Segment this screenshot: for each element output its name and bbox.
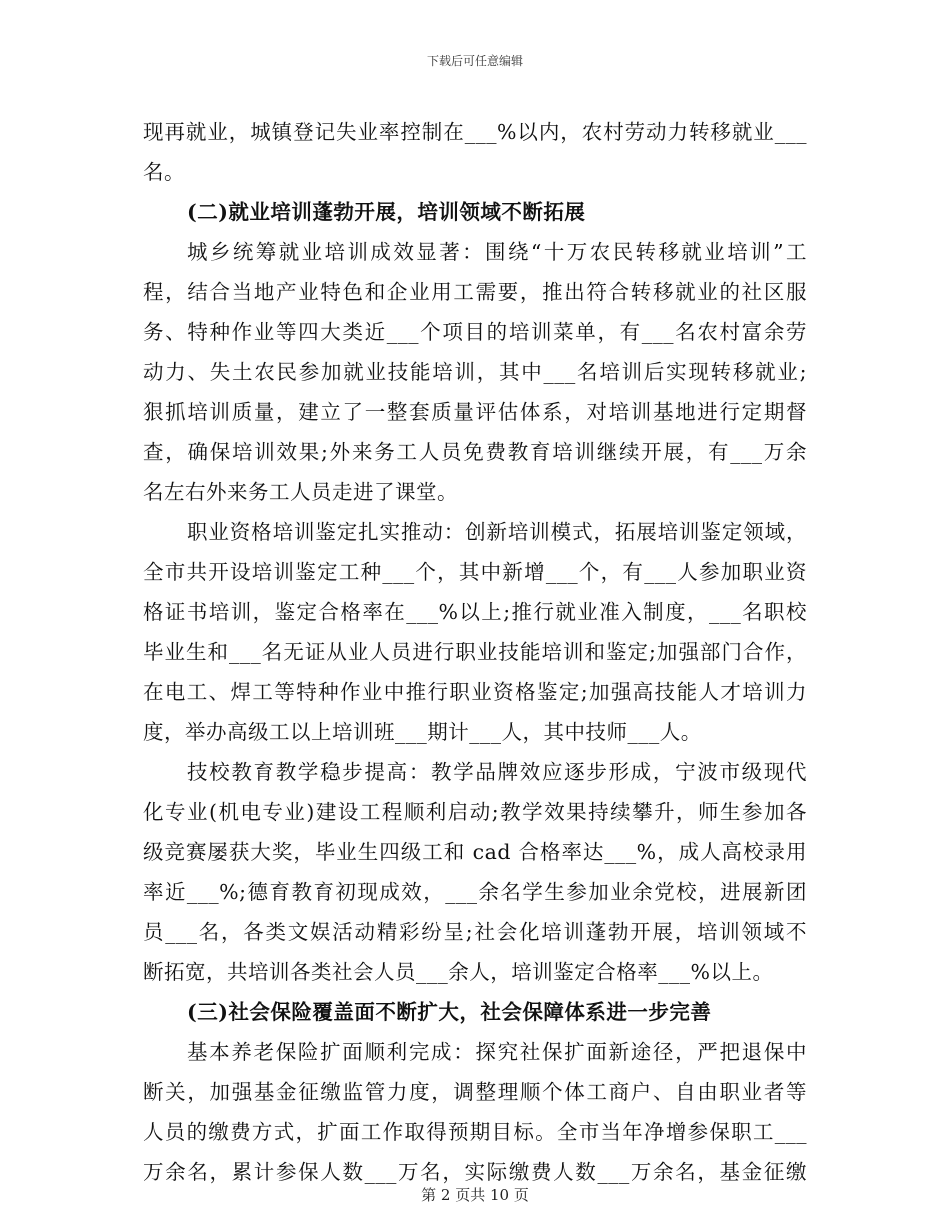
section-heading: (三)社会保险覆盖面不断扩大，社会保障体系进一步完善	[187, 1000, 712, 1024]
text-line: 城乡统筹就业培训成效显著：围绕“十万农民转移就业培训”工	[187, 240, 807, 264]
text-line: 断拓宽，共培训各类社会人员___余人，培训鉴定合格率___%以上。	[143, 960, 774, 984]
text-line: 技校教育教学稳步提高：教学品牌效应逐步形成，宁波市级现代	[187, 760, 807, 784]
document-body	[143, 112, 807, 1192]
text-line: 度，举办高级工以上培训班___期计___人，其中技师___人。	[143, 720, 702, 744]
text-line: 全市共开设培训鉴定工种___个，其中新增___个，有___人参加职业资	[143, 560, 807, 584]
text-line: 查，确保培训效果;外来务工人员免费教育培训继续开展，有___万余	[143, 440, 807, 464]
page-header: 下载后可任意编辑	[426, 54, 523, 68]
text-line: 在电工、焊工等特种作业中推行职业资格鉴定;加强高技能人才培训力	[143, 680, 807, 704]
text-line: 毕业生和___名无证从业人员进行职业技能培训和鉴定;加强部门合作，	[143, 640, 807, 664]
text-line: 人员的缴费方式，扩面工作取得预期目标。全市当年净增参保职工___	[143, 1120, 807, 1144]
text-line: 职业资格培训鉴定扎实推动：创新培训模式，拓展培训鉴定领域，	[187, 520, 807, 544]
text-line: 断关，加强基金征缴监管力度，调整理顺个体工商户、自由职业者等	[143, 1080, 807, 1104]
text-line: 率近___%;德育教育初现成效，___余名学生参加业余党校，进展新团	[143, 880, 807, 904]
text-line: 万余名，累计参保人数___万名，实际缴费人数___万余名，基金征缴	[143, 1160, 807, 1184]
text-line: 程，结合当地产业特色和企业用工需要，推出符合转移就业的社区服	[143, 280, 807, 304]
text-line: 动力、失土农民参加就业技能培训，其中___名培训后实现转移就业;	[143, 360, 807, 384]
text-line: 基本养老保险扩面顺利完成：探究社保扩面新途径，严把退保中	[187, 1040, 807, 1064]
text-line: 务、特种作业等四大类近___个项目的培训菜单，有___名农村富余劳	[143, 320, 807, 344]
text-line: 员___名，各类文娱活动精彩纷呈;社会化培训蓬勃开展，培训领域不	[143, 920, 807, 944]
text-line: 狠抓培训质量，建立了一整套质量评估体系，对培训基地进行定期督	[143, 400, 807, 424]
text-line: 级竞赛屡获大奖，毕业生四级工和 cad 合格率达___%，成人高校录用	[143, 840, 807, 864]
text-line: 现再就业，城镇登记失业率控制在___%以内，农村劳动力转移就业___	[143, 120, 807, 144]
page-footer: 第 2 页共 10 页	[421, 1186, 529, 1204]
section-heading: (二)就业培训蓬勃开展，培训领域不断拓展	[187, 200, 586, 224]
text-line: 名。	[143, 160, 185, 184]
text-line: 名左右外来务工人员走进了课堂。	[143, 480, 458, 504]
text-line: 格证书培训，鉴定合格率在___%以上;推行就业准入制度，___名职校	[143, 600, 807, 624]
text-line: 化专业(机电专业)建设工程顺利启动;教学效果持续攀升，师生参加各	[143, 800, 807, 824]
